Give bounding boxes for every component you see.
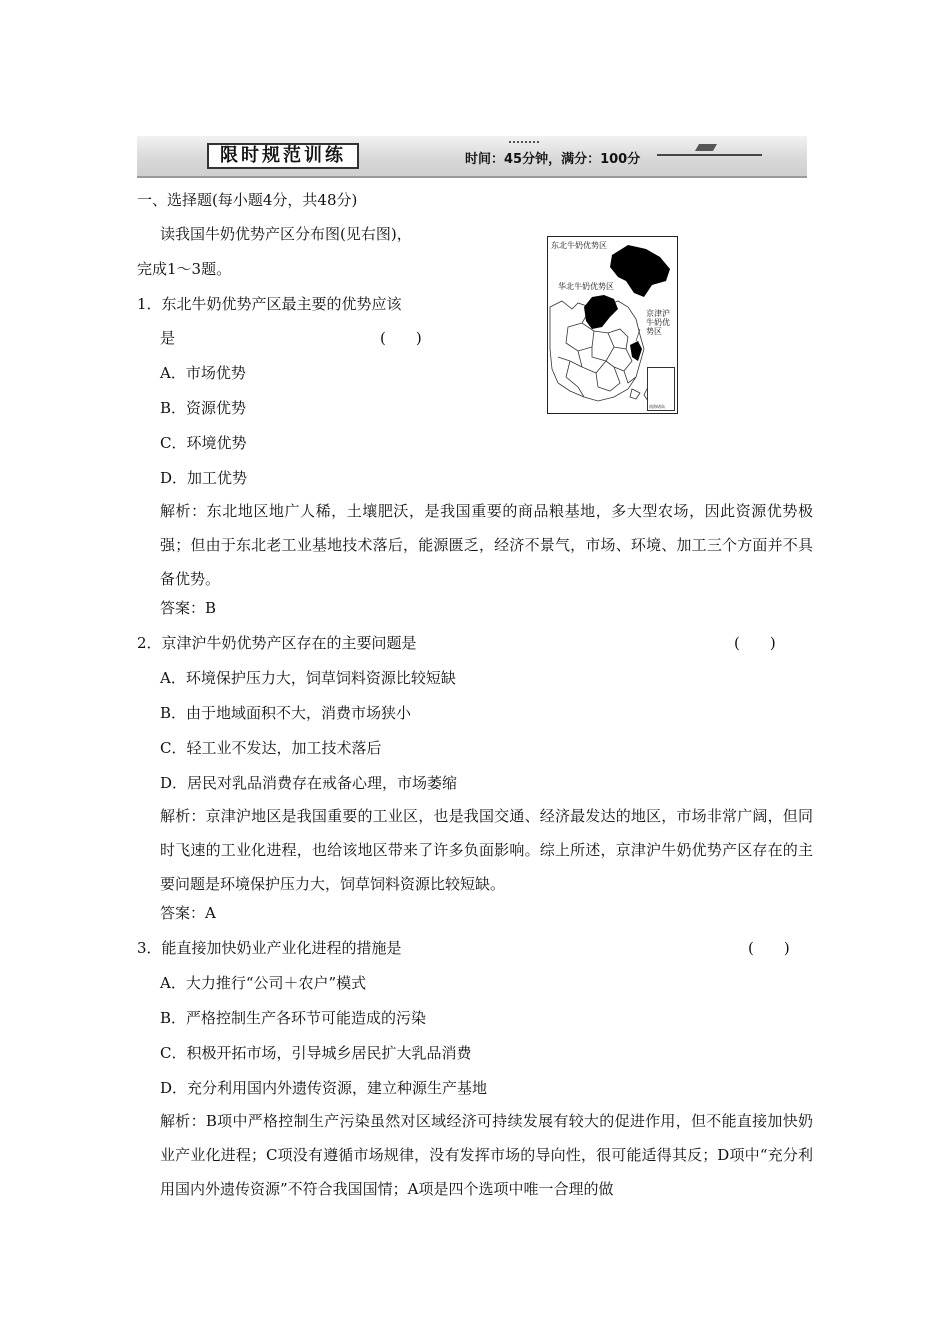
time-info: 时间：45分钟，满分：100分 [465,152,641,167]
q2-analysis-text: 解析：京津沪地区是我国重要的工业区，也是我国交通、经济最发达的地区，市场非常广阔，但同时飞速的工业化进程，也给该地区带来了许多负面影响。综上所述，京津沪牛奶优势产区存在的主要问题是环境保护压力大，饲草饲料资源比较短缺。 [160,807,813,893]
q1-option-a: A．市场优势 [160,364,246,382]
q1-answer: 答案：B [160,599,217,617]
q1-option-c: C．环境优势 [160,434,247,452]
page-title: 限时规范训练 [207,143,359,169]
header-banner [137,136,807,178]
q3-option-d: D．充分利用国内外遗传资源，建立种源生产基地 [160,1079,488,1097]
q2-stem: 2．京津沪牛奶优势产区存在的主要问题是 [137,634,417,652]
banner-rule [657,154,762,156]
map-label-jjh: 京津沪牛奶优势区 [646,309,670,336]
inset-caption: 南海诸岛 [649,404,665,409]
intro-line-2: 完成1～3题。 [137,260,232,278]
q2-option-c: C．轻工业不发达，加工技术落后 [160,739,382,757]
intro-line-1: 读我国牛奶优势产区分布图(见右图)， [160,225,412,243]
q2-option-a: A．环境保护压力大，饲草饲料资源比较短缺 [160,669,456,687]
banner-decoration [509,141,539,145]
south-china-sea-inset [647,367,675,411]
q1-option-d: D．加工优势 [160,469,248,487]
q3-analysis [160,1104,813,1206]
q3-option-a: A．大力推行“公司＋农户”模式 [160,974,367,992]
q3-stem: 3．能直接加快奶业产业化进程的措施是 [137,939,402,957]
q3-option-b: B．严格控制生产各环节可能造成的污染 [160,1009,427,1027]
q1-analysis-text: 解析：东北地区地广人稀，土壤肥沃，是我国重要的商品粮基地，多大型农场，因此资源优势极强；但由于东北老工业基地技术落后，能源匮乏，经济不景气，市场、环境、加工三个方面并不具备优势。 [160,502,813,588]
section-heading: 一、选择题(每小题4分，共48分) [137,191,358,209]
map-label-north: 华北牛奶优势区 [558,282,614,291]
q3-answer-blank: ( ) [748,939,790,957]
q1-answer-blank: ( ) [380,329,422,347]
q2-option-d: D．居民对乳品消费存在戒备心理，市场萎缩 [160,774,458,792]
q1-option-b: B．资源优势 [160,399,247,417]
q2-answer-blank: ( ) [734,634,776,652]
q1-stem-line1: 1．东北牛奶优势产区最主要的优势应该 [137,295,402,313]
q2-analysis [160,799,813,901]
banner-decoration-stripe [695,144,717,151]
q2-answer: 答案：A [160,904,216,922]
map-label-northeast: 东北牛奶优势区 [551,241,607,250]
q3-analysis-text: 解析：B项中严格控制生产污染虽然对区域经济可持续发展有较大的促进作用，但不能直接加快奶业产业化进程；C项没有遵循市场规律，没有发挥市场的导向性，很可能适得其反；D项中“充分利用国内外遗传资源”不符合我国国情；A项是四个选项中唯一合理的做 [160,1112,813,1198]
q1-stem-line2: 是 [160,329,176,347]
q1-analysis [160,494,813,596]
milk-region-map [547,236,678,414]
q2-option-b: B．由于地域面积不大，消费市场狭小 [160,704,412,722]
q3-option-c: C．积极开拓市场，引导城乡居民扩大乳品消费 [160,1044,472,1062]
